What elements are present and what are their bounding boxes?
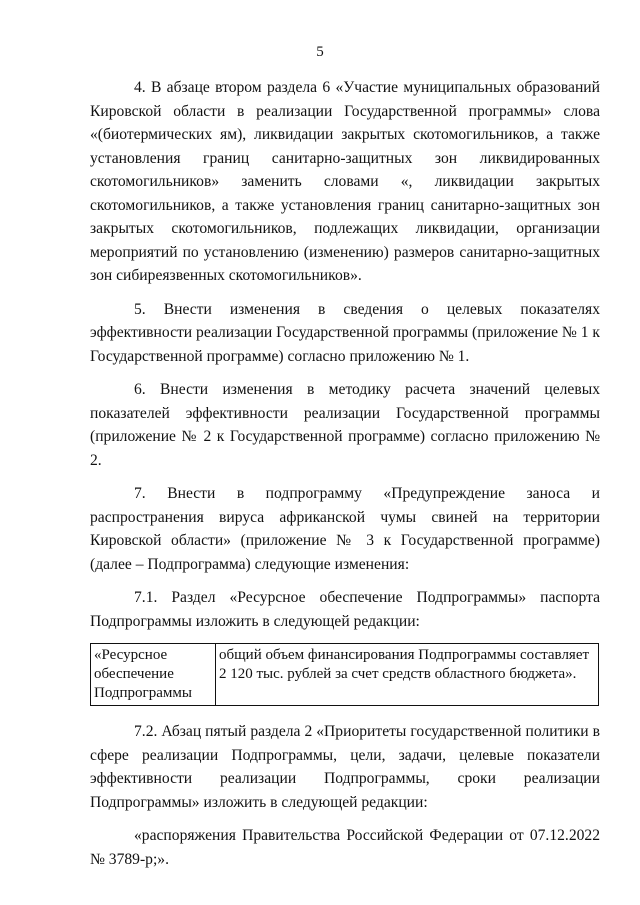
table-cell-value: общий объем финансирования Подпрограммы составляет 2 120 тыс. рублей за счет средств областного бюджета». — [216, 644, 599, 706]
table-row — [91, 644, 599, 706]
resource-table — [90, 643, 599, 706]
paragraph-7: 7. Внести в подпрограмму «Предупреждение заноса и распространения вируса африканской чумы свиней на территории Кировской области» (приложение № 3 к Государственной программе) (далее – Подпрограмма) следующие изменения: — [90, 485, 600, 573]
quote-paragraph: «распоряжения Правительства Российской Федерации от 07.12.2022 № 3789-р;». — [90, 827, 600, 868]
paragraph-7-1: 7.1. Раздел «Ресурсное обеспечение Подпрограммы» паспорта Подпрограммы изложить в следующей редакции: — [90, 589, 600, 630]
table-cell-label: «Ресурсное обеспечение Подпрограммы — [91, 644, 216, 706]
document-body — [90, 76, 600, 871]
paragraph-7-2: 7.2. Абзац пятый раздела 2 «Приоритеты государственной политики в сфере реализации Подпрограммы, цели, задачи, целевые показатели эффективности реализации Подпрограммы, сроки реализации Подпрограммы» изложить в следующей редакции: — [90, 723, 600, 811]
paragraph-6: 6. Внести изменения в методику расчета значений целевых показателей эффективности реализации Государственной программы (приложение № 2 к Государственной программе) согласно приложению № 2. — [90, 381, 600, 469]
paragraph-4: 4. В абзаце втором раздела 6 «Участие муниципальных образований Кировской области в реализации Государственной программы» слова «(биотермических ям), ликвидации закрытых скотомогильников, а также установления границ санитарно-защитных зон ликвидированных скотомогильников» заменить словами «, ликвидации закрытых скотомогильников, а также установления границ санитарно-защитных зон закрытых скотомогильников, подлежащих ликвидации, организации мероприятий по установлению (изменению) размеров санитарно-защитных зон сибиреязвенных скотомогильников». — [90, 79, 600, 284]
page-number: 5 — [316, 44, 324, 60]
paragraph-5: 5. Внести изменения в сведения о целевых показателях эффективности реализации Государственной программы (приложение № 1 к Государственной программе) согласно приложению № 1. — [90, 300, 600, 365]
